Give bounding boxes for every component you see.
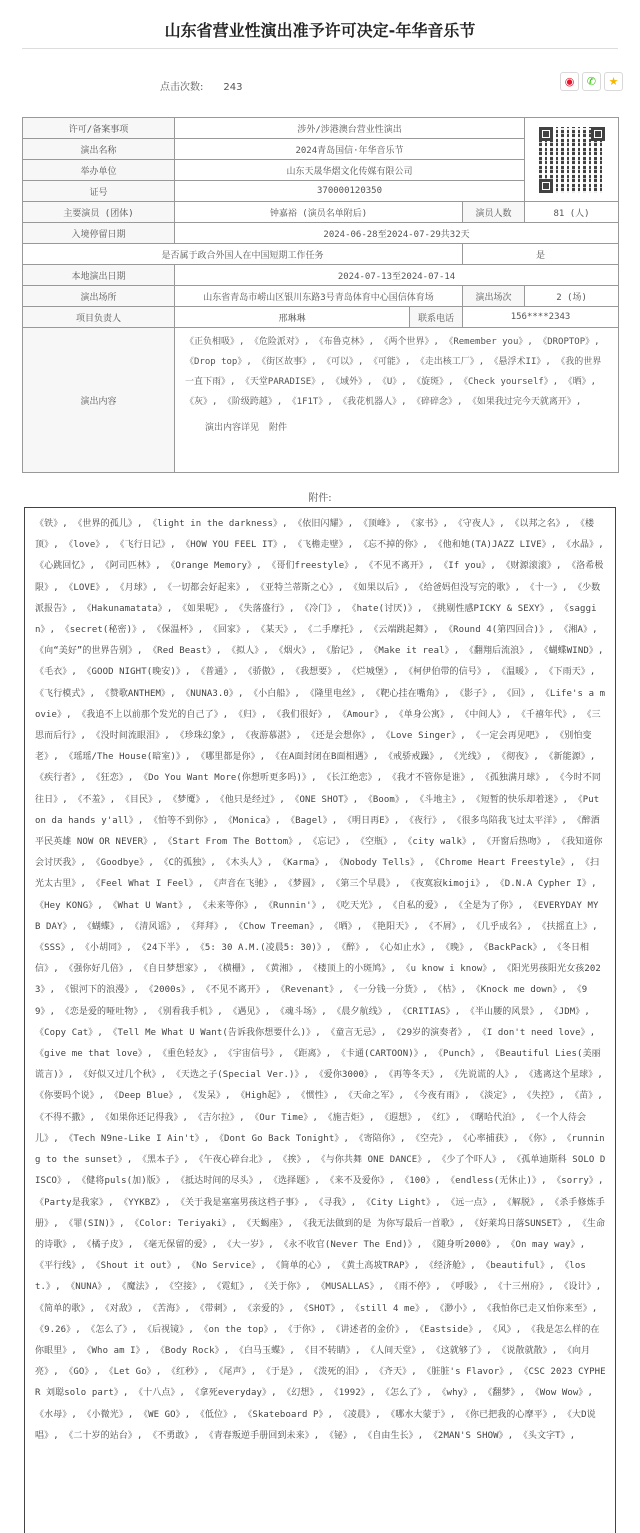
license-table xyxy=(22,117,619,473)
content-label: 演出内容 xyxy=(23,328,175,473)
certificate-value: 370000120350 xyxy=(175,181,525,202)
performer-count-label: 演员人数 xyxy=(463,202,525,223)
attachment-title: 附件: xyxy=(308,493,332,504)
show-name-value: 2024青岛国信·年华音乐节 xyxy=(175,139,525,160)
phone-label: 联系电话 xyxy=(410,307,463,328)
organizer-label: 举办单位 xyxy=(23,160,175,181)
performer-count-value: 81 (人) xyxy=(525,202,619,223)
local-date-label: 本地演出日期 xyxy=(23,265,175,286)
license-type-value: 涉外/涉港澳台营业性演出 xyxy=(175,118,525,139)
venue-value: 山东省青岛市崂山区银川东路3号青岛体育中心国信体育场 xyxy=(175,286,463,307)
title-divider xyxy=(22,48,618,49)
main-performer-value: 钟嘉裕 (演员名单附后) xyxy=(175,202,463,223)
wechat-icon[interactable]: ✆ xyxy=(582,72,601,91)
foreign-work-value: 是 xyxy=(463,244,619,265)
entry-exit-label: 入境停留日期 xyxy=(23,223,175,244)
phone-value: 156****2343 xyxy=(463,307,619,328)
qr-code xyxy=(525,118,619,202)
content-detail xyxy=(185,418,608,438)
attachment-list: 《铁》, 《世界的孤儿》, 《light in the darkness》, 《依旧闪耀》, 《顶峰》, 《家书》, 《守夜人》, 《以邦之名》, 《楼顶》, 《love》, 《飞行日记》, 《HOW YOU FEEL IT》, 《飞檐走壁》, 《忘不掉的你》, 《他和她(TA)JAZZ LIVE》, 《水晶》, 《心跳回忆》, 《阿司匹林》, 《Orange Memory》, 《哥们freestyle》, 《不见不离开》, 《If you》, 《财源滚滚》, 《洛希极限》, 《LOVE》, 《月球》, 《一切都会好起来》, 《亚特兰蒂斯之心》, 《如果以后》, 《给爸妈但没写完的歌》, 《十一》, 《少数派报告》, 《Hakunamatata》, 《如果呢》, 《失落盛行》, 《冷门》, 《hate(讨厌)》, 《挑剔性感PICKY & SEXY》, 《saggin》, 《secret(秘密)》, 《保温杯》, 《回家》, 《某天》, 《二手摩托》, 《云端跳起舞》, 《Round 4(第四回合)》, 《湘A》, 《向“美好”的世界告别》, 《Red Beast》, 《拟人》, 《烟火》, 《胎记》, 《Make it real》, 《翻翔后流浪》, 《蝴蝶WIND》, 《毛衣》, 《GOOD NIGHT(晚安)》, 《普通》, 《骄傲》, 《我想要》, 《烂城堡》, 《柯伊伯带的信号》, 《温暖》, 《下雨天》, 《飞行模式》, 《赞歌ANTHEM》, 《NUNA3.0》, 《小白船》, 《隆里电丝》, 《靶心挂在嘴角》, 《影子》, 《回》, 《Life's a movie》, 《我追不上以前那个发光的自己了》, 《归》, 《我们很好》, 《Amour》, 《单身公寓》, 《中间人》, 《千禧年代》, 《三思而后行》, 《没时间流眼泪》, 《珍珠幻象》, 《夜游慕湛》, 《还是会想你》, 《Love Singer》, 《一定会再见吧》, 《别怕变老》, 《瑶瑶/The House(暗室)》, 《哪里都是你》, 《在A面封闭在B面相遇》, 《戒骄戒躁》, 《光线》, 《彻夜》, 《新能源》, 《疾行者》, 《狂恋》, 《Do You Want More(你想听更多吗)》, 《长江绝恋》, 《我才不管你是谁》, 《孤独满月球》, 《今时不同往日》, 《不羞》, 《目民》, 《梦魇》, 《他只是经过》, 《ONE SHOT》, 《Boom》, 《斗地主》, 《短暂的快乐却着迷》, 《Put on da hands y'all》, 《怕等不到你》, 《Monica》, 《Bagel》, 《明日再E》, 《夜行》, 《很多鸟陪我飞过太平洋》, 《醉酒平民英雄 NOW OR NEVER》, 《Start From The Bottom》, 《忘记》, 《空瓶》, 《city walk》, 《开窗后热吻》, 《我知道你会讨厌我》, 《Goodbye》, 《C的孤独》, 《木头人》, 《Karma》, 《Nobody Tells》, 《Chrome Heart Freestyle》, 《扫光太古里》, 《Feel What I Feel》, 《声音在飞驰》, 《梦圆》, 《第三个早晨》, 《夜寞寂kimoji》, 《D.N.A Cypher I》, 《Hey KONG》, 《What U Want》, 《未来等你》, 《Runnin'》, 《吃天光》, 《自私的爱》, 《全是为了你》, 《EVERYDAY MY B DAY》, 《蝴蝶》, 《清风谣》, 《拜拜》, 《Chow Treeman》, 《晒》, 《艳阳天》, 《不屑》, 《几乎成名》, 《扶摇直上》, 《SSS》, 《小胡同》, 《24下半》, 《5: 30 A.M.(凌晨5: 30)》, 《醉》, 《心如止水》, 《晚》, 《BackPack》, 《冬日相信》, 《强你好几倍》, 《自日梦想家》, 《横栅》, 《黄湘》, 《楼顶上的小斑鸠》, 《u know i know》, 《阳光男孩阳光女孩2023》, 《银河下的浪漫》, 《2000s》, 《不见不离开》, 《Revenant》, 《一分钱一分货》, 《枯》, 《Knock me down》, 《99》, 《恋是爱的哑吐物》, 《别看我手机》, 《遇见》, 《魂斗场》, 《晨夕航线》, 《CRITIAS》, 《半山腰的风景》, 《JDM》, 《Copy Cat》, 《Tell Me What U Want(告诉我你想要什么)》, 《童言无忌》, 《29岁的演奏者》, 《I don't need love》, 《give me that love》, 《重色轻友》, 《宇宙信号》, 《距离》, 《卡通(CARTOON)》, 《Punch》, 《Beautiful Lies(美丽谎言)》, 《好似又过几个秋》, 《天选之子(Special Ver.)》, 《爱你3000》, 《再等冬天》, 《先说谎的人》, 《逃离这个星球》, 《你要吗个说》, 《Deep Blue》, 《发呆》, 《High起》, 《惯性》, 《天命之军》, 《今夜有雨》, 《淡定》, 《失控》, 《苗》, 《不得不撒》, 《如果你还记得我》, 《吉尔拉》, 《Our Time》, 《施吉炬》, 《遐想》, 《红》, 《曙哈代泊》, 《一个人待会儿》, 《Tech N9ne-Like I Ain't》, 《Dont Go Back Tonight》, 《寄陪你》, 《空壳》, 《心率捕获》, 《你》, 《running to the sunset》, 《黑本子》, 《午夜心碎台北》, 《挨》, 《与你共舞 ONE DANCE》, 《少了个吓人》, 《孤单迪斯科 SOLO DISCO》, 《健将puls(加)版》, 《抵达时间的尽头》, 《选择题》, 《来不及爱你》, 《100》, 《endless(无休止)》, 《sorry》, 《Party是我家》, 《YYKBZ》, 《关于我是塞塞男孩这档子事》, 《寻我》, 《City Light》, 《远一点》, 《解脱》, 《杀手修炼手册》, 《罪(SIN)》, 《Color: Teriyaki》, 《天蝎座》, 《我无法做到的是 为你写最后一首歌》, 《好莱坞日落SUNSET》, 《生命的诗歌》, 《橘子皮》, 《毫无保留的爱》, 《大一岁》, 《永不收官(Never The End)》, 《随身听2000》, 《On may way》, 《平行线》, 《Shout it out》, 《No Service》, 《简单的心》, 《黄土高坡TRAP》, 《经济舱》, 《beautiful》, 《lost.》, 《NUNA》, 《魔法》, 《空接》, 《霓虹》, 《关于你》, 《MUSALLAS》, 《雨不停》, 《呼吸》, 《十三州府》, 《设计》, 《简单的歌》, 《对敌》, 《苦海》, 《带刺》, 《亲爱的》, 《SHOT》, 《still 4 me》, 《渺小》, 《我怕你已走又怕你来至》, 《9.26》, 《怎么了》, 《后视镜》, 《on the top》, 《于你》, 《讲述者的金价》, 《Eastside》, 《风》, 《我是怎么样的在你眼里》, 《Who am I》, 《Body Rock》, 《白马玉蝶》, 《目不转睛》, 《人间天堂》, 《这就够了》, 《说散就散》, 《向月亮》, 《GO》, 《Let Go》, 《红秒》, 《尾声》, 《于是》, 《泼死的泪》, 《齐天》, 《脏脏's Flavor》, 《CSC 2023 CYPHER 刘聪solo part》, 《十八点》, 《拿死everyday》, 《幻想》, 《1992》, 《怎么了》, 《why》, 《翻梦》, 《Wow Wow》, 《水母》, 《小微光》, 《WE GO》, 《低位》, 《Skateboard P》, 《凌晨》, 《哪水大蒙于》, 《你已把我的心摩平》, 《大D说唱》, 《二十岁的站台》, 《不勇敢》, 《青春叛逆手册回到未来》, 《铋》, 《自由生长》, 《2MAN'S SHOW》, 《头文字T》, xyxy=(24,507,616,1533)
entry-exit-value: 2024-06-28至2024-07-29共32天 xyxy=(175,223,619,244)
sessions-value: 2 (场) xyxy=(525,286,619,307)
qzone-icon[interactable]: ★ xyxy=(604,72,623,91)
venue-label: 演出场所 xyxy=(23,286,175,307)
content-detail-label: 演出内容详见 xyxy=(205,423,260,433)
view-count-value: 243 xyxy=(223,82,243,93)
project-lead-label: 项目负责人 xyxy=(23,307,175,328)
view-count-label: 点击次数: xyxy=(160,82,204,93)
show-name-label: 演出名称 xyxy=(23,139,175,160)
local-date-value: 2024-07-13至2024-07-14 xyxy=(175,265,619,286)
project-lead-value: 邢琳琳 xyxy=(175,307,410,328)
certificate-label: 证号 xyxy=(23,181,175,202)
main-performer-label: 主要演员 (团体) xyxy=(23,202,175,223)
view-count xyxy=(160,78,242,93)
weibo-icon[interactable]: ◉ xyxy=(560,72,579,91)
sessions-label: 演出场次 xyxy=(463,286,525,307)
content-text: 《正负相吸》, 《危险派对》, 《布鲁克林》, 《两个世界》, 《Remember you》, 《DROPTOP》, 《Drop top》, 《街区故事》, 《可以》, 《可能》, 《走出核工厂》, 《悬浮术II》, 《我的世界一直下雨》, 《天堂PARADISE》, 《域外》, 《U》, 《旋斑》, 《Check yourself》, 《晒》, 《灰》, 《阶级跨越》, 《1F1T》, 《我花机器人》, 《碎碎念》, 《如果我过完今天就离开》, xyxy=(185,337,602,407)
license-type-label: 许可/备案事项 xyxy=(23,118,175,139)
foreign-work-label: 是否属于政合外国人在中国短期工作任务 xyxy=(23,244,463,265)
content-cell xyxy=(175,328,619,473)
share-bar xyxy=(560,72,623,91)
attachment-link[interactable]: 附件 xyxy=(269,423,288,433)
organizer-value: 山东天晟华熠文化传媒有限公司 xyxy=(175,160,525,181)
page-title: 山东省营业性演出准予许可决定-年华音乐节 xyxy=(164,21,476,40)
